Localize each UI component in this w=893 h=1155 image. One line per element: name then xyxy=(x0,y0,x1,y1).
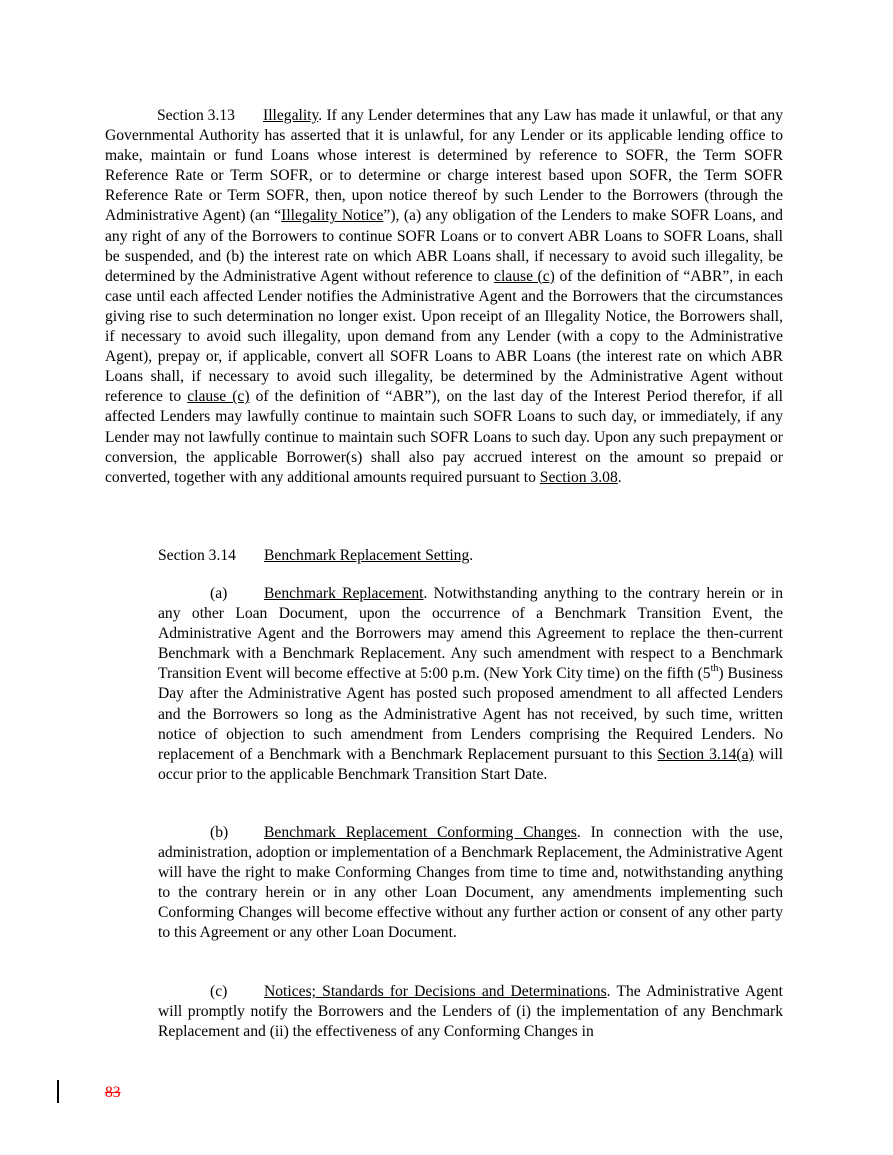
section-3-13-text-3: of the definition of “ABR”, in each case until each affected Lender notifies the Administrative Agent and the Borrowers that the circumstances giving rise to such determination no longer exist. Upon receipt of an Illegality Notice, the Borrowers shall, if necessary to avoid such illegality, upon demand from any Lender (with a copy to the Administrative Agent), prepay or, if applicable, convert all SOFR Loans to ABR Loans (the interest rate on which ABR Loans shall, if necessary to avoid such illegality, be determined by the Administrative Agent without reference to xyxy=(105,267,784,406)
subsection-a-label: (a) xyxy=(210,585,228,602)
subsection-c-label: (c) xyxy=(210,983,228,1000)
indent xyxy=(105,107,157,124)
subsection-c-title: Notices; Standards for Decisions and Determinations xyxy=(264,983,607,1000)
subsection-b-paragraph xyxy=(158,823,783,944)
subsection-a-paragraph xyxy=(158,584,783,785)
indent xyxy=(158,824,210,841)
revision-change-bar xyxy=(57,1080,59,1103)
section-3-13-text-2: ”), (a) any obligation of the Lenders to make SOFR Loans, and any right of any of the Borrowers to continue SOFR Loans or to convert ABR Loans to SOFR Loans, shall be suspended, and (b) the interest rate on which ABR Loans shall, if necessary to avoid such illegality, be determined by the Administrative Agent without reference to xyxy=(105,207,783,285)
page-number: 83 xyxy=(105,1084,121,1101)
subsection-a-title: Benchmark Replacement xyxy=(264,585,424,602)
section-3-13-heading: Section 3.13 xyxy=(157,107,235,124)
subsection-a-text-3: will occur prior to the applicable Benchmark Transition Start Date. xyxy=(158,745,783,783)
subsection-a-text-1: . Notwithstanding anything to the contrary herein or in any other Loan Document, upon the occurrence of a Benchmark Transition Event, the Administrative Agent and the Borrowers may amend this Agreement to replace the then-current Benchmark with a Benchmark Replacement. Any such amendment with respect to a Benchmark Transition Event will become effective at 5:00 p.m. (New York City time) on the fifth (5 xyxy=(158,585,784,683)
clause-c-reference-1: clause (c) xyxy=(494,267,555,285)
section-3-14a-reference: Section 3.14(a) xyxy=(657,745,754,763)
subsection-c-paragraph xyxy=(158,982,783,1042)
subsection-b-label: (b) xyxy=(210,824,229,841)
section-3-14-heading: Section 3.14 xyxy=(158,547,236,564)
indent xyxy=(158,585,210,602)
section-3-14-end: . xyxy=(469,547,474,564)
clause-c-reference-2: clause (c) xyxy=(187,388,250,406)
section-3-13-text-4: of the definition of “ABR”), on the last day of the Interest Period therefor, if all affected Lenders may lawfully continue to maintain such SOFR Loans to such day, or immediately, if any Lender may not lawfully continue to maintain such SOFR Loans to such day. Upon any such prepayment or conversion, the applicable Borrower(s) shall also pay accrued interest on the amount so prepaid or converted, together with any additional amounts required pursuant to xyxy=(105,388,784,486)
superscript-th: th xyxy=(710,663,719,675)
subsection-a-text-2: ) Business Day after the Administrative Agent has posted such proposed amendment to all affected Lenders and the Borrowers so long as the Administrative Agent has not received, by such time, written notice of objection to such amendment from Lenders comprising the Required Lenders. No replacement of a Benchmark with a Benchmark Replacement pursuant to this xyxy=(158,665,784,763)
section-3-13-title: Illegality xyxy=(263,107,319,124)
section-3-08-reference: Section 3.08 xyxy=(539,468,618,486)
section-3-13-text-1: . If any Lender determines that any Law has made it unlawful, or that any Governmental Authority has asserted that it is unlawful, for any Lender or its applicable lending office to make, maintain or fund Loans whose interest is determined by reference to SOFR, the Term SOFR Reference Rate or Term SOFR, or to determine or charge interest based upon SOFR, the Term SOFR Reference Rate or Term SOFR, then, upon notice thereof by such Lender to the Borrowers (through the Administrative Agent) (an “ xyxy=(105,107,783,225)
indent xyxy=(158,983,210,1000)
section-3-13-text-5: . xyxy=(617,468,622,486)
subsection-b-text-1: . In connection with the use, administration, adoption or implementation of a Benchmark Replacement, the Administrative Agent will have the right to make Conforming Changes from time to time and, notwithstanding anything to the contrary herein or in any other Loan Document, any amendments implementing such Conforming Changes will become effective without any further action or consent of any other party to this Agreement or any other Loan Document. xyxy=(158,824,783,942)
subsection-c-text-1: . The Administrative Agent will promptly notify the Borrowers and the Lenders of (i) the implementation of any Benchmark Replacement and (ii) the effectiveness of any Conforming Changes in xyxy=(158,983,783,1041)
section-3-13-paragraph xyxy=(105,106,783,488)
subsection-b-title: Benchmark Replacement Conforming Changes xyxy=(264,824,577,841)
section-3-14-heading-line xyxy=(158,546,783,566)
section-3-14-title: Benchmark Replacement Setting xyxy=(264,547,470,564)
illegality-notice-term: Illegality Notice xyxy=(281,207,384,225)
